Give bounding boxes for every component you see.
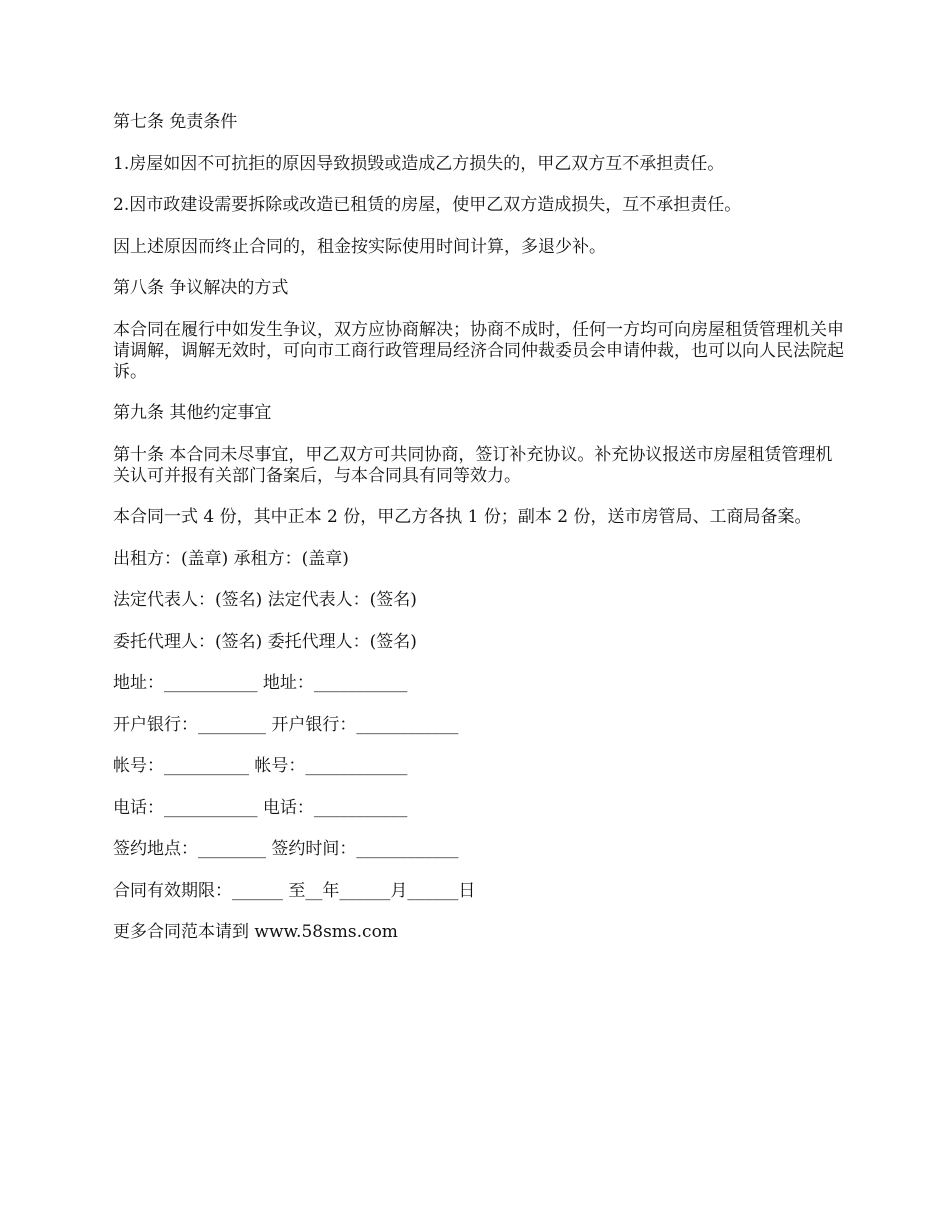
account-field: 帐号：__________ 帐号：____________ (113, 756, 408, 776)
phone-field: 电话：___________ 电话：___________ (113, 797, 408, 818)
clause-7-2: 2.因市政建设需要拆除或改造已租赁的房屋，使甲乙双方造成损失，互不承担责任。 (113, 195, 742, 215)
signature-parties: 出租方：(盖章) 承租方：(盖章) (113, 548, 349, 569)
validity-period-field: 合同有效期限：______ 至__年______月______日 (113, 880, 476, 901)
clause-7-note: 因上述原因而终止合同的，租金按实际使用时间计算，多退少补。 (113, 236, 606, 257)
document-page (113, 112, 845, 964)
copies-clause: 本合同一式 4 份，其中正本 2 份，甲乙方各执 1 份；副本 2 份，送市房管局、工商局备案。 (113, 507, 812, 527)
section-7-heading: 第七条 免责条件 (113, 112, 238, 132)
signature-legal-rep: 法定代表人：(签名) 法定代表人：(签名) (113, 590, 417, 610)
signature-agent: 委托代理人：(签名) 委托代理人：(签名) (113, 631, 417, 652)
signing-place-time-field: 签约地点：________ 签约时间：____________ (113, 839, 459, 859)
section-9-heading: 第九条 其他约定事宜 (113, 403, 272, 423)
section-10-body: 第十条 本合同未尽事宜，甲乙双方可共同协商，签订补充协议。补充协议报送市房屋租赁管理机关认可并报有关部门备案后，与本合同具有同等效力。 (113, 444, 833, 486)
address-field: 地址：___________ 地址：___________ (113, 673, 408, 693)
clause-8-body: 本合同在履行中如发生争议，双方应协商解决；协商不成时，任何一方均可向房屋租赁管理机关申请调解，调解无效时，可向市工商行政管理局经济合同仲裁委员会申请仲裁，也可以向人民法院起诉。 (113, 319, 844, 382)
section-8-heading: 第八条 争议解决的方式 (113, 278, 289, 298)
bank-field: 开户银行：________ 开户银行：____________ (113, 714, 459, 735)
clause-7-1: 1.房屋如因不可抗拒的原因导致损毁或造成乙方损失的，甲乙双方互不承担责任。 (113, 153, 725, 174)
footer-more-templates: 更多合同范本请到 www.58sms.com (113, 922, 398, 942)
